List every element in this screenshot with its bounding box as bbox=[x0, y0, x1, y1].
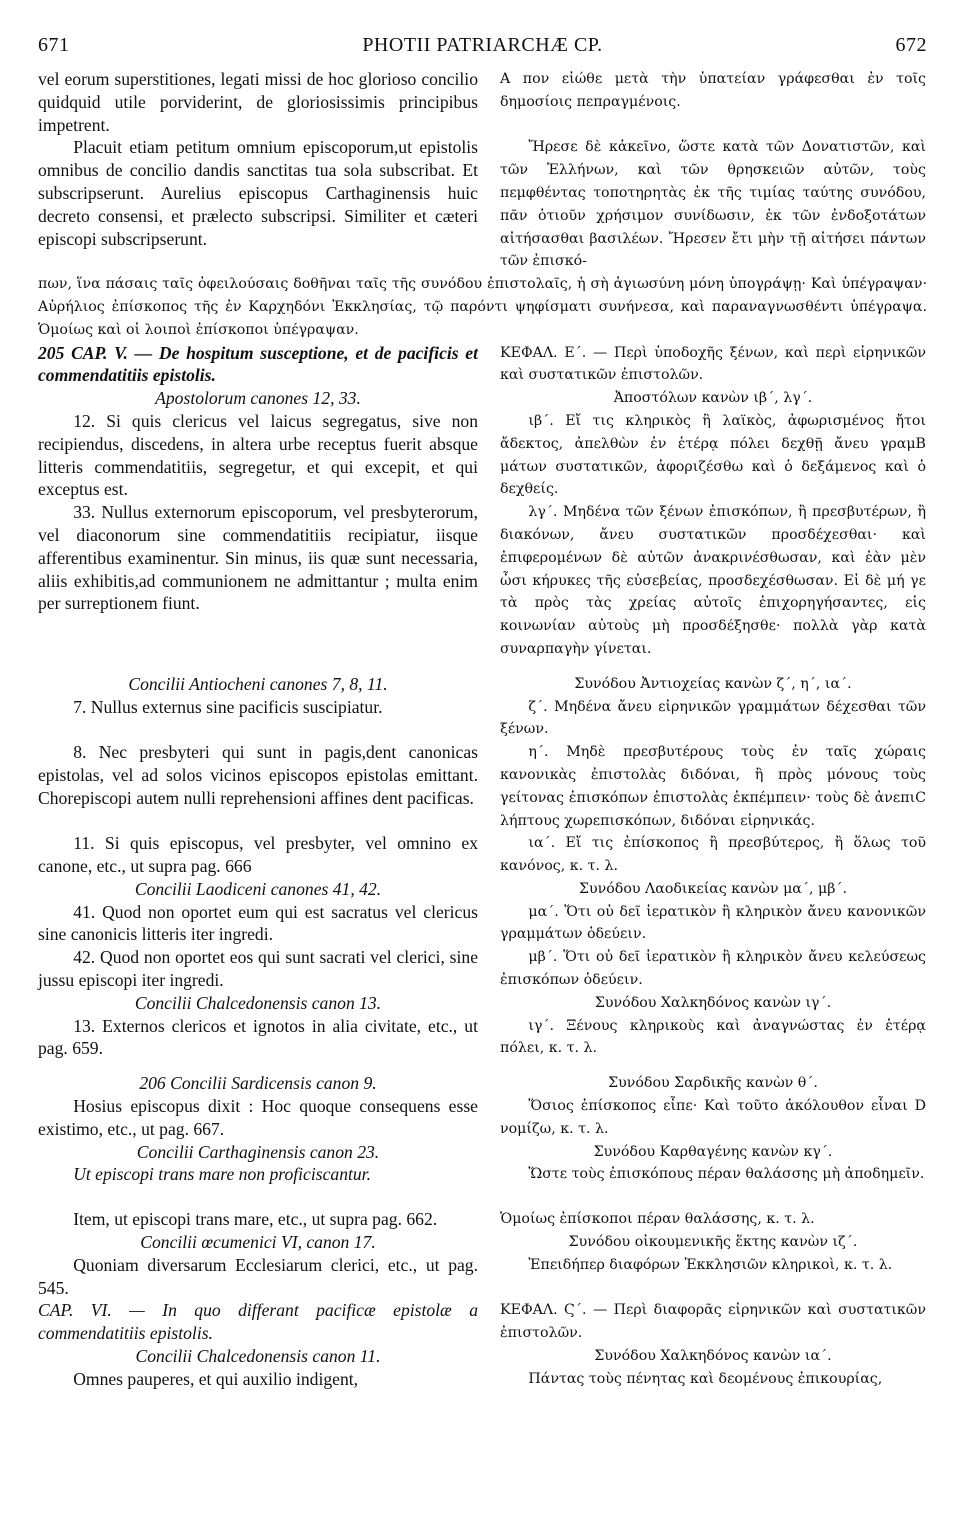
page-number-left: 671 bbox=[38, 34, 70, 56]
latin-paragraph: 33. Nullus externorum episcoporum, vel presbyterorum, vel diaconorum sine commendatitiis recipiatur, iisque afferentibus examinentur. Sin minus, iis quæ sunt necessaria, aliis exhibitis,ad communionem ne admittantur ; multa enim per surreptionem fiunt. bbox=[38, 502, 478, 614]
text-block bbox=[38, 1015, 927, 1061]
text-block bbox=[38, 501, 927, 661]
greek-canon-heading: Συνόδου Λαοδικείας κανὼν μα΄, μβ΄. bbox=[578, 880, 848, 897]
spacer bbox=[38, 661, 927, 673]
text-block bbox=[38, 1368, 927, 1391]
latin-canon-heading: Concilii Antiocheni canones 7, 8, 11. bbox=[128, 673, 388, 694]
greek-canon-heading: Συνόδου Χαλκηδόνος κανὼν ια΄. bbox=[594, 1348, 832, 1365]
text-block bbox=[38, 1163, 927, 1186]
latin-paragraph: 7. Nullus externus sine pacificis suscipiatur. bbox=[73, 696, 383, 717]
greek-paragraph: μβ΄. Ὅτι οὐ δεῖ ἱερατικὸν ἢ κληρικὸν ἄνευ κελεύσεως ἐπισκόπων ὁδεύειν. bbox=[500, 949, 926, 989]
latin-canon-heading: Concilii œcumenici VI, canon 17. bbox=[140, 1232, 376, 1253]
greek-paragraph: A πον εἰώθε μετὰ τὴν ὑπατείαν γράφεσθαι ἐν τοῖς δημοσίοις πεπραγμένοις. bbox=[500, 71, 926, 110]
text-block bbox=[38, 946, 927, 992]
latin-paragraph: vel eorum superstitiones, legati missi de hoc glorioso concilio quidquid utile porviderint, de gloriosissimis principibus impetrent. bbox=[38, 69, 478, 135]
latin-paragraph: 41. Quod non oportet eum qui est sacratus vel clericus sine canonicis litteris iter ingredi. bbox=[38, 901, 478, 945]
latin-paragraph: Hosius episcopus dixit : Hoc quoque consequens esse existimo, etc., ut pag. 667. bbox=[38, 1096, 478, 1139]
text-block bbox=[38, 901, 927, 947]
chapter-heading bbox=[38, 342, 927, 388]
greek-canon-heading: Συνόδου Σαρδικῆς κανὼν θ΄. bbox=[608, 1075, 818, 1092]
text-block bbox=[38, 68, 927, 136]
latin-canon-heading: 206 Concilii Sardicensis canon 9. bbox=[139, 1073, 377, 1094]
text-block bbox=[38, 410, 927, 501]
section-heading bbox=[38, 1141, 927, 1164]
section-heading bbox=[38, 878, 927, 901]
greek-paragraph: μα΄. Ὅτι οὐ δεῖ ἱερατικὸν ἢ κληρικὸν ἄνευ κανονικῶν γραμμάτων ὁδεύειν. bbox=[500, 903, 926, 943]
text-block bbox=[38, 741, 927, 832]
latin-paragraph: 13. Externos clericos et ignotos in alia civitate, etc., ut pag. 659. bbox=[38, 1015, 478, 1059]
text-block bbox=[38, 1095, 927, 1141]
section-heading bbox=[38, 387, 927, 410]
latin-chapter-title: 205 CAP. V. — De hospitum susceptione, et de pacificis et commendatitiis epistolis. bbox=[38, 342, 478, 386]
section-heading bbox=[38, 1072, 927, 1095]
greek-paragraph: ιγ΄. Ξένους κληρικοὺς καὶ ἀναγνώστας ἐν ἑτέρᾳ πόλει, κ. τ. λ. bbox=[500, 1017, 926, 1057]
latin-canon-heading: Concilii Chalcedonensis canon 13. bbox=[134, 992, 382, 1013]
greek-chapter-title: ΚΕΦΑΛ. Ϛ΄. — Περὶ διαφορᾶς εἰρηνικῶν καὶ συστατικῶν ἐπιστολῶν. bbox=[500, 1302, 926, 1342]
greek-paragraph: Ὅσιος ἐπίσκοπος εἶπε· Καὶ τοῦτο ἀκόλουθον εἶναι D νομίζω, κ. τ. λ. bbox=[500, 1098, 926, 1137]
text-block bbox=[38, 696, 927, 742]
running-title: PHOTII PATRIARCHÆ CP. bbox=[362, 34, 603, 56]
section-heading bbox=[38, 1345, 927, 1368]
chapter-heading bbox=[38, 1299, 927, 1345]
running-header bbox=[38, 34, 927, 68]
spacer bbox=[38, 1186, 927, 1208]
latin-paragraph: Placuit etiam petitum omnium episcoporum,ut epistolis omnibus de concilio dandis sanctitas tua sola subscribat. Et subscripserunt. Aurelius episcopus Carthaginensis huic decreto consensi, et prælecto subscripsi. Similiter et cæteri episcopi subscripserunt. bbox=[38, 137, 478, 249]
latin-chapter-title: CAP. VI. — In quo differant pacificæ epistolæ a commendatitiis epistolis. bbox=[38, 1300, 478, 1344]
text-block bbox=[38, 1208, 927, 1231]
greek-paragraph: ιβ΄. Εἴ τις κληρικὸς ἢ λαϊκὸς, ἀφωρισμένος ἤτοι ἄδεκτος, ἀπελθὼν ἐν ἑτέρᾳ πόλει δεχθῇ ἄνευ γραμB μάτων συστατικῶν, ἀφοριζέσθω καὶ ὁ δεξάμενος καὶ ὁ δεχθείς. bbox=[500, 412, 926, 498]
greek-chapter-title: ΚΕΦΑΛ. Ε΄. — Περὶ ὑποδοχῆς ξένων, καὶ περὶ εἰρηνικῶν καὶ συστατικῶν ἐπιστολῶν. bbox=[500, 344, 926, 384]
greek-canon-heading: Συνόδου οἰκουμενικῆς ἕκτης κανὼν ιζ΄. bbox=[568, 1234, 858, 1251]
latin-canon-heading: Concilii Laodiceni canones 41, 42. bbox=[134, 878, 382, 899]
latin-canon-heading: Apostolorum canones 12, 33. bbox=[155, 388, 361, 409]
latin-paragraph: 12. Si quis clericus vel laicus segregatus, sive non recipiendus, discedens, in altera urbe receptus fuerit absque litteris commendatitiis, segregetur, et qui excepit, et qui exceptus est. bbox=[38, 410, 478, 500]
text-block bbox=[38, 832, 927, 878]
latin-paragraph: 11. Si quis episcopus, vel presbyter, vel omnino ex canone, etc., ut supra pag. 666 bbox=[38, 833, 478, 877]
spacer bbox=[38, 1060, 927, 1072]
section-heading bbox=[38, 1231, 927, 1254]
greek-fullwidth-paragraph: πων, ἵνα πάσαις ταῖς ὀφειλούσαις δοθῆναι ταῖς τῆς συνόδου ἐπιστολαῖς, ἡ σὴ ἁγιωσύνη μόνη ὑπογράψῃ· Καὶ ὑπέγραψαν· Αὐρήλιος ἐπίσκοπος τῆς ἐν Καρχηδόνι Ἐκκλησίας, τῷ παρόντι ψηφίσματι συνήνεσα, καὶ παραναγνωσθέντι ὑπέγραψα. Ὁμοίως καὶ οἱ λοιποὶ ἐπίσκοποι ὑπέγραψαν. bbox=[38, 276, 927, 338]
section-heading bbox=[38, 992, 927, 1015]
greek-canon-heading: Συνόδου Ἀντιοχείας κανὼν ζ΄, η΄, ια΄. bbox=[574, 675, 852, 692]
greek-paragraph: ια΄. Εἴ τις ἐπίσκοπος ἢ πρεσβύτερος, ἢ ὅλως τοῦ κανόνος, κ. τ. λ. bbox=[500, 835, 926, 875]
latin-canon-heading: Concilii Carthaginensis canon 23. bbox=[136, 1141, 380, 1162]
page-number-right: 672 bbox=[895, 34, 927, 56]
greek-paragraph: Ὥστε τοὺς ἐπισκόπους πέραν θαλάσσης μὴ ἀποδημεῖν. bbox=[528, 1166, 925, 1183]
latin-paragraph: 8. Nec presbyteri qui sunt in pagis,dent canonicas epistolas, vel ad solos vicinos episcopos epistolas emittant. Chorepiscopi autem nulli reprehensioni affines dent pacificas. bbox=[38, 742, 478, 808]
latin-paragraph: Omnes pauperes, et qui auxilio indigent, bbox=[73, 1368, 359, 1389]
greek-paragraph: Ἤρεσε δὲ κἀκεῖνο, ὥστε κατὰ τῶν Δονατιστῶν, καὶ τῶν Ἑλλήνων, καὶ τῶν θρησκειῶν αὐτῶν, τοὺς πεμφθέντας τοποτηρητὰς ἐκ τῆς τιμίας ταύτης συνόδου, πᾶν ὁτιοῦν χρήσιμον συνίδωσιν, ἐκ τῶν ἐνδοξοτάτων αἰτήσασθαι βασιλέων. Ἤρεσεν ἔτι μὴν τῇ αἰτήσει πάντων τῶν ἐπισκό- bbox=[500, 139, 926, 270]
greek-paragraph: Ἐπειδήπερ διαφόρων Ἐκκλησιῶν κληρικοὶ, κ. τ. λ. bbox=[528, 1256, 893, 1273]
text-block bbox=[38, 1254, 927, 1300]
greek-canon-heading: Συνόδου Χαλκηδόνος κανὼν ιγ΄. bbox=[594, 994, 832, 1011]
latin-paragraph: Item, ut episcopi trans mare, etc., ut supra pag. 662. bbox=[73, 1209, 438, 1230]
latin-paragraph: 42. Quod non oportet eos qui sunt sacrati vel clerici, sine jussu episcopi iter ingredi. bbox=[38, 947, 478, 991]
greek-canon-heading: Συνόδου Καρθαγένης κανὼν κγ΄. bbox=[593, 1143, 833, 1160]
greek-paragraph: η΄. Μηδὲ πρεσβυτέρους τοὺς ἐν ταῖς χώραις κανονικὰς ἐπιστολὰς διδόναι, ἢ πρὸς μόνους τοὺς γείτονας ἐπισκόπων ἐπιστολὰς ἐκπέμπειν· τοὺς δὲ ἀνεπιC λήπτους χωρεπισκόπων, διδόναι εἰρηνικάς. bbox=[500, 744, 926, 829]
greek-canon-heading: Ἀποστόλων κανὼν ιβ΄, λγ΄. bbox=[613, 390, 813, 407]
latin-canon-heading: Concilii Chalcedonensis canon 11. bbox=[135, 1346, 381, 1367]
text-block bbox=[38, 136, 927, 273]
greek-paragraph: Πάντας τοὺς πένητας καὶ δεομένους ἐπικουρίας, bbox=[528, 1370, 883, 1387]
latin-paragraph: Ut episcopi trans mare non proficiscantur. bbox=[73, 1164, 371, 1185]
greek-paragraph: Ὁμοίως ἐπίσκοποι πέραν θαλάσσης, κ. τ. λ. bbox=[500, 1211, 815, 1228]
latin-paragraph: Quoniam diversarum Ecclesiarum clerici, etc., ut pag. 545. bbox=[38, 1254, 478, 1298]
section-heading bbox=[38, 673, 927, 696]
greek-paragraph: λγ΄. Μηδένα τῶν ξένων ἐπισκόπων, ἢ πρεσβυτέρων, ἢ διακόνων, ἄνευ συστατικῶν προσδέχεσθαι· καὶ ἐπιφερομένων δὲ αὐτῶν ἀνακρινέσθωσαν, καὶ ἐὰν μὲν ὦσι κήρυκες τῆς εὐσεβείας, προσδεχέσθωσαν. Εἰ δὲ μή γε τὰ πρὸς τὰς χρείας αὐτοῖς ἐπιχορηγήσαντες, εἰς κοινωνίαν αὐτοὺς μὴ προσδέξησθε· πολλὰ γὰρ κατὰ συναρπαγὴν γίνεται. bbox=[500, 504, 926, 657]
greek-paragraph: ζ΄. Μηδένα ἄνευ εἰρηνικῶν γραμμάτων δέχεσθαι τῶν ξένων. bbox=[500, 698, 926, 738]
